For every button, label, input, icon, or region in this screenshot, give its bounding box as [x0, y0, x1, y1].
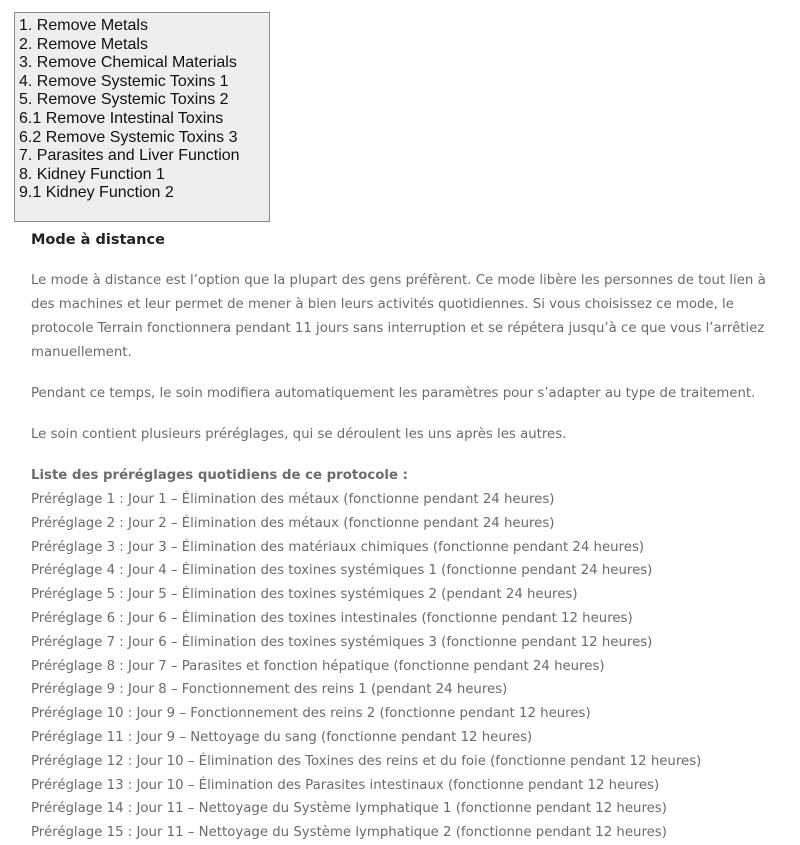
listbox-item[interactable]: 2. Remove Metals	[19, 35, 148, 53]
listbox-item[interactable]: 8. Kidney Function 1	[19, 165, 165, 183]
listbox-item[interactable]: 3. Remove Chemical Materials	[19, 54, 237, 72]
preset-list-item: Préréglage 15 : Jour 11 – Nettoyage du Système lymphatique 2 (fonctionne pendant 12 heures)	[31, 825, 667, 841]
presets-intro-paragraph: Le soin contient plusieurs préréglages, qui se déroulent les uns après les autres.	[31, 427, 567, 442]
section-title: Mode à distance	[31, 232, 165, 248]
settings-paragraph: Pendant ce temps, le soin modifiera automatiquement les paramètres pour s’adapter au type de traitement.	[31, 386, 756, 401]
preset-list-item: Préréglage 9 : Jour 8 – Fonctionnement des reins 1 (pendant 24 heures)	[31, 682, 508, 698]
preset-list-item: Préréglage 4 : Jour 4 – Élimination des toxines systémiques 1 (fonctionne pendant 24 heures)	[31, 563, 653, 579]
preset-list-item: Préréglage 12 : Jour 10 – Élimination des Toxines des reins et du foie (fonctionne pendant 12 heures)	[31, 753, 702, 769]
listbox-item[interactable]: 6.2 Remove Systemic Toxins 3	[19, 128, 238, 146]
preset-list-item: Préréglage 10 : Jour 9 – Fonctionnement des reins 2 (fonctionne pendant 12 heures)	[31, 706, 591, 722]
preset-list-item: Préréglage 3 : Jour 3 – Élimination des matériaux chimiques (fonctionne pendant 24 heures)	[31, 539, 645, 555]
preset-list-item: Préréglage 14 : Jour 11 – Nettoyage du Système lymphatique 1 (fonctionne pendant 12 heures)	[31, 801, 667, 817]
preset-list-heading: Liste des préréglages quotidiens de ce protocole :	[31, 468, 408, 483]
listbox-item[interactable]: 5. Remove Systemic Toxins 2	[19, 91, 229, 109]
preset-list-item: Préréglage 11 : Jour 9 – Nettoyage du sang (fonctionne pendant 12 heures)	[31, 729, 533, 745]
preset-list-item: Préréglage 5 : Jour 5 – Élimination des toxines systémiques 2 (pendant 24 heures)	[31, 587, 578, 603]
preset-list	[31, 488, 791, 845]
preset-list-item: Préréglage 2 : Jour 2 – Élimination des métaux (fonctionne pendant 24 heures)	[31, 515, 555, 531]
preset-list-item: Préréglage 6 : Jour 6 – Élimination des toxines intestinales (fonctionne pendant 12 heures)	[31, 610, 633, 626]
intro-paragraph: Le mode à distance est l’option que la plupart des gens préfèrent. Ce mode libère les personnes de tout lien à des machines et leur permet de mener à bien leurs activités quotidiennes. Si vous choisissez ce mode, le protocole Terrain fonctionnera pendant 11 jours sans interruption et se répétera jusqu’à ce que vous l’arrêtiez manuellement.	[31, 273, 766, 360]
listbox-item[interactable]: 4. Remove Systemic Toxins 1	[19, 72, 229, 90]
listbox-item[interactable]: 1. Remove Metals	[19, 17, 148, 34]
preset-list-item: Préréglage 7 : Jour 6 – Élimination des toxines systémiques 3 (fonctionne pendant 12 heures)	[31, 634, 653, 650]
listbox-item[interactable]: 7. Parasites and Liver Function	[19, 147, 240, 165]
preset-list-item: Préréglage 13 : Jour 10 – Élimination des Parasites intestinaux (fonctionne pendant 12 heures)	[31, 777, 660, 793]
listbox-item[interactable]: 9.1 Kidney Function 2	[19, 184, 174, 202]
preset-list-item: Préréglage 8 : Jour 7 – Parasites et fonction hépatique (fonctionne pendant 24 heures)	[31, 658, 605, 674]
article-content	[31, 228, 791, 845]
preset-listbox[interactable]	[14, 12, 270, 222]
preset-list-item: Préréglage 1 : Jour 1 – Élimination des métaux (fonctionne pendant 24 heures)	[31, 492, 555, 507]
listbox-item[interactable]: 6.1 Remove Intestinal Toxins	[19, 109, 224, 127]
